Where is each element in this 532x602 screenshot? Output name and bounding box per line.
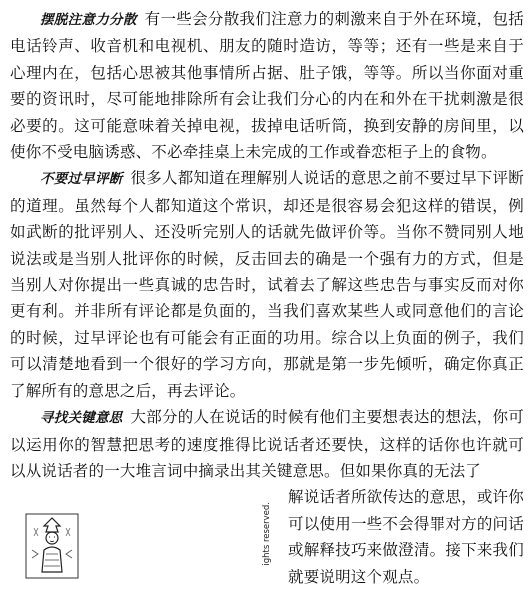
section-judgement: [10, 165, 524, 404]
paragraph-key-meaning-continued: 解说话者所欲传达的意思，或许你可以使用一些不会得罪对方的问话或解释技巧来做澄清。接下来我们就要说明这个观点。: [288, 488, 524, 586]
scholar-figure-icon: [24, 510, 80, 580]
section-key-meaning: [10, 404, 524, 484]
paragraph-avoid-distraction: 有一些会分散我们注意力的刺激来自于外在环境，包括电话铃声、收音机和电视机、朋友的随时造访，等等；还有一些是来自于心理内在，包括心思被其他事情所占据、肚子饿，等等。所以当你面对重要的资讯时，尽可能地排除所有会让我们分心的内在和外在干扰刺激是很必要的。这可能意味着关掉电视，拔掉电话听筒，换到安静的房间里，以使你不受电脑诱惑、不必牵挂桌上未完成的工作或眷恋柜子上的食物。: [10, 10, 524, 162]
heading-avoid-distraction: 摆脱注意力分散: [40, 12, 137, 28]
document-page: [10, 6, 524, 602]
heading-find-key-meaning: 寻找关键意思: [40, 410, 123, 427]
heading-no-early-judgement: 不要过早评断: [40, 171, 123, 188]
figure-area: [10, 484, 524, 602]
paragraph-find-key-meaning: 大部分的人在说话的时候有他们主要想表达的想法，你可以运用你的智慧把思考的速度推得比说话者还要快，这样的话你也许就可以从说话者的一大堆言词中摘录出其关键意思。但如果你真的无法了: [10, 408, 524, 480]
rights-reserved-text: ights reserved.: [262, 502, 272, 566]
paragraph-no-early-judgement: 很多人都知道在理解别人说话的意思之前不要过早下评断的道理。虽然每个人都知道这个常识，却还是很容易会犯这样的错误，例如武断的批评别人、还没听完别人的话就先做评价等。当你不赞同别人地说法或是当别人批评你的时候，反击回去的确是一个强有力的方式，但是当别人对你提出一些真诚的忠告时，试着去了解这些忠告与事实反而对你更有利。并非所有评论都是负面的，当我们喜欢某些人或同意他们的言论的时候，过早评论也有可能会有正面的功用。综合以上负面的例子，我们可以清楚地看到一个很好的学习方向，那就是第一步先倾听，确定你真正了解所有的意思之后，再去评论。: [10, 169, 524, 400]
section-distraction: [10, 6, 524, 165]
